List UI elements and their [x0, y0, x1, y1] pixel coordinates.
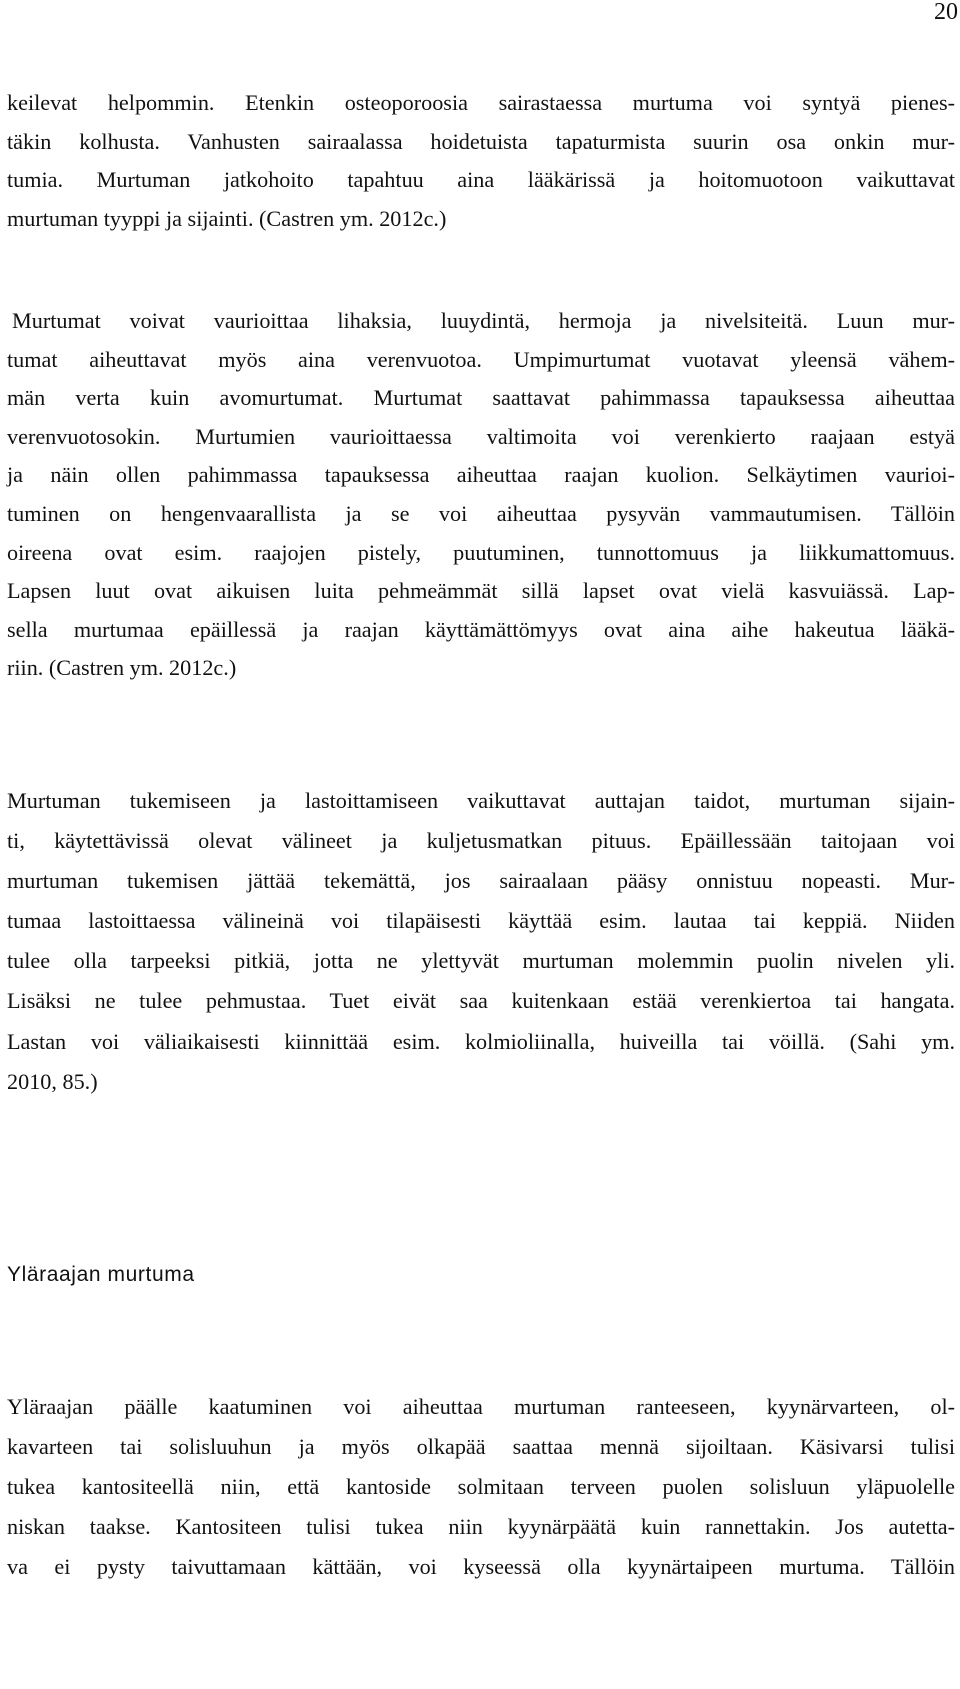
- text-line: tumat aiheuttavat myös aina verenvuotoa. Umpimurtumat vuotavat yleensä vähem-: [7, 346, 955, 372]
- text-line: ja näin ollen pahimmassa tapauksessa aiheuttaa raajan kuolion. Selkäytimen vaurioi-: [7, 462, 955, 488]
- text-line: va ei pysty taivuttamaan kättään, voi kyseessä olla kyynärtaipeen murtuma. Tällöin: [7, 1554, 955, 1579]
- text-line: keilevat helpommin. Etenkin osteoporoosia sairastaessa murtuma voi syntyä pienes-: [7, 90, 955, 115]
- text-line: oireena ovat esim. raajojen pistely, puutuminen, tunnottomuus ja liikkumattomuus.: [7, 539, 955, 565]
- paragraph-splinting: [7, 781, 955, 1102]
- page-number: 20: [934, 0, 958, 25]
- text-line: ti, käytettävissä olevat välineet ja kuljetusmatkan pituus. Epäillessään taitojaan voi: [7, 828, 955, 854]
- text-line: murtuman tyyppi ja sijainti. (Castren ym. 2012c.): [7, 205, 447, 231]
- text-line: niskan taakse. Kantositeen tulisi tukea niin kyynärpäätä kuin rannettakin. Jos autetta-: [7, 1514, 955, 1539]
- paragraph-fracture-damage: [7, 302, 955, 688]
- text-line: täkin kolhusta. Vanhusten sairaalassa hoidetuista tapaturmista suurin osa onkin mur-: [7, 128, 955, 154]
- text-line: verenvuotosokin. Murtumien vaurioittaessa valtimoita voi verenkierto raajaan estyä: [7, 423, 955, 449]
- text-line: tulee olla tarpeeksi pitkiä, jotta ne ylettyvät murtuman molemmin puolin nivelen yli.: [7, 948, 955, 974]
- section-heading: Yläraajan murtuma: [7, 1263, 195, 1286]
- text-line: Lisäksi ne tulee pehmustaa. Tuet eivät saa kuitenkaan estää verenkiertoa tai hangata.: [7, 988, 955, 1014]
- text-line: Murtuman tukemiseen ja lastoittamiseen vaikuttavat auttajan taidot, murtuman sijain-: [7, 788, 955, 813]
- text-line: sella murtumaa epäillessä ja raajan käyttämättömyys ovat aina aihe hakeutua lääkä-: [7, 616, 955, 642]
- text-line: tumia. Murtuman jatkohoito tapahtuu aina lääkärissä ja hoitomuotoon vaikuttavat: [7, 167, 955, 193]
- text-line: riin. (Castren ym. 2012c.): [7, 655, 237, 681]
- text-line: tumaa lastoittaessa välineinä voi tilapäisesti käyttää esim. lautaa tai keppiä. Niiden: [7, 908, 955, 934]
- text-line: 2010, 85.): [7, 1068, 98, 1094]
- text-line: Murtumat voivat vaurioittaa lihaksia, luuydintä, hermoja ja nivelsiteitä. Luun mur-: [12, 308, 955, 333]
- text-line: Yläraajan päälle kaatuminen voi aiheuttaa murtuman ranteeseen, kyynärvarteen, ol-: [7, 1394, 955, 1419]
- paragraph-osteoporosis: [7, 84, 955, 238]
- text-line: Lapsen luut ovat aikuisen luita pehmeämmät sillä lapset ovat vielä kasvuiässä. Lap-: [7, 578, 955, 604]
- paragraph-upper-limb: [7, 1387, 955, 1587]
- text-line: Lastan voi väliaikaisesti kiinnittää esim. kolmioliinalla, huiveilla tai vöillä. (Sahi ym.: [7, 1028, 955, 1054]
- text-line: kavarteen tai solisluuhun ja myös olkapää saattaa mennä sijoiltaan. Käsivarsi tulisi: [7, 1434, 955, 1459]
- text-line: tuminen on hengenvaarallista ja se voi aiheuttaa pysyvän vammautumisen. Tällöin: [7, 500, 955, 526]
- text-line: murtuman tukemisen jättää tekemättä, jos sairaalaan pääsy onnistuu nopeasti. Mur-: [7, 868, 955, 894]
- text-line: tukea kantositeellä niin, että kantoside solmitaan terveen puolen solisluun yläpuolelle: [7, 1474, 955, 1499]
- text-line: män verta kuin avomurtumat. Murtumat saattavat pahimmassa tapauksessa aiheuttaa: [7, 385, 955, 411]
